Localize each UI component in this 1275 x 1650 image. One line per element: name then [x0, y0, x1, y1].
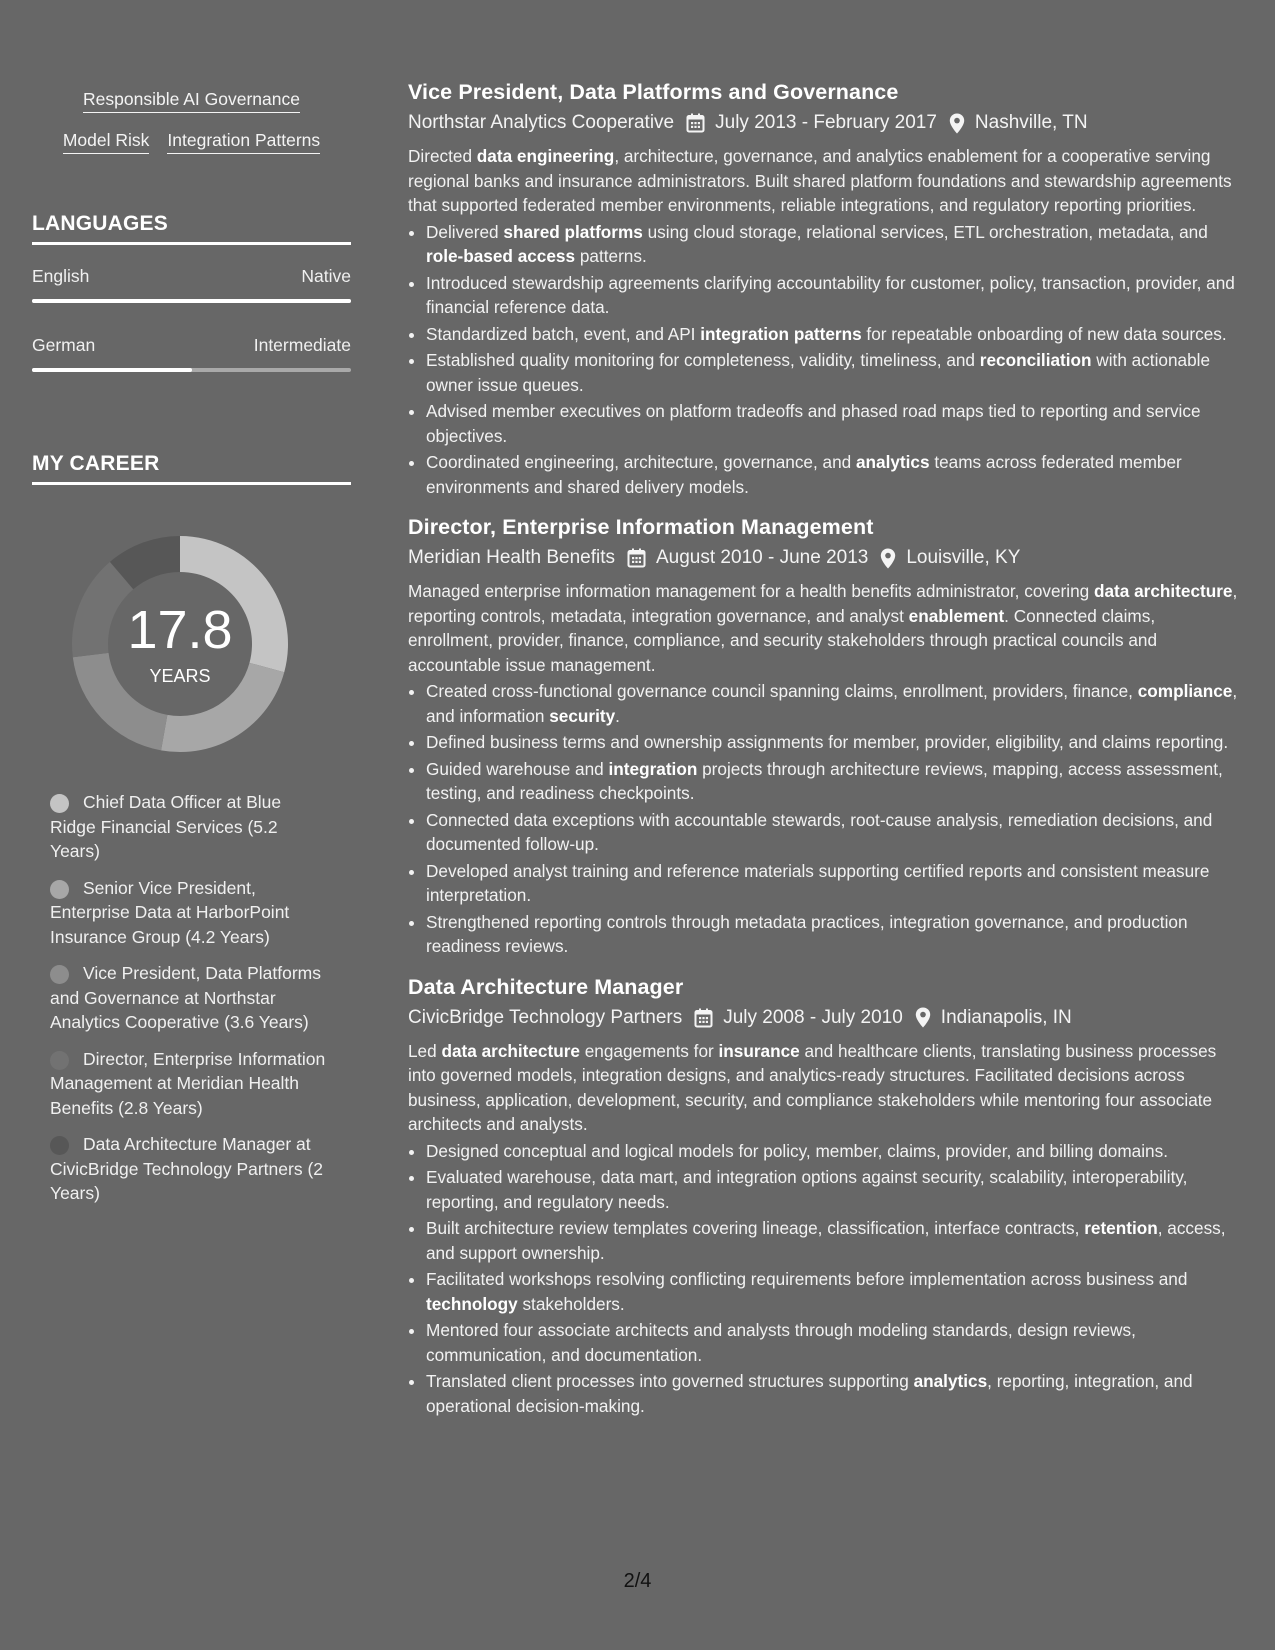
text-run: for repeatable onboarding of new data sources. — [861, 323, 1227, 344]
text-run: Strengthened reporting controls through metadata practices, integration governance, and production readiness reviews. — [426, 911, 1188, 956]
text-run: Led — [408, 1040, 442, 1061]
job-bullet — [426, 322, 1238, 347]
job-location: Indianapolis, IN — [940, 1006, 1072, 1028]
text-run: Created cross-functional governance council spanning claims, enrollment, providers, finance, — [426, 681, 1138, 701]
job-bullets — [408, 679, 1238, 959]
highlight-text: integration patterns — [700, 323, 862, 344]
career-donut-chart — [66, 530, 294, 758]
text-run: , and information — [426, 681, 1238, 726]
career-legend-item — [50, 790, 330, 864]
company-name: Meridian Health Benefits — [408, 547, 615, 568]
language-name: German — [32, 335, 96, 355]
career-legend-label: Chief Data Officer at Blue Ridge Financial Services (5.2 Years) — [50, 792, 282, 861]
text-run: Mentored four associate architects and analysts through modeling standards, design reviews, communication, and documentation. — [426, 1320, 1136, 1365]
language-level-bar — [32, 299, 351, 303]
highlight-text: compliance — [1137, 681, 1233, 701]
highlight-text: integration — [608, 758, 698, 779]
language-level: Intermediate — [253, 335, 351, 355]
language-name: English — [32, 266, 90, 286]
career-legend-label: Vice President, Data Platforms and Governance at Northstar Analytics Cooperative (3.6 Years) — [50, 963, 321, 1032]
skill-tag: Integration Patterns — [167, 129, 320, 154]
career-legend-label: Director, Enterprise Information Management at Meridian Health Benefits (2.8 Years) — [50, 1048, 326, 1118]
job-entry — [408, 973, 1238, 1419]
text-run: teams across federated member environments and shared delivery models. — [426, 452, 1182, 497]
calendar-icon — [694, 1008, 713, 1028]
tag-row — [32, 88, 351, 113]
map-pin-icon — [915, 1007, 931, 1028]
text-run: with actionable owner issue queues. — [426, 350, 1211, 395]
highlight-text: analytics — [855, 452, 930, 472]
experience-section — [408, 78, 1238, 1432]
career-heading: MY CAREER — [32, 452, 351, 485]
job-title: Data Architecture Manager — [408, 974, 684, 999]
highlight-text: reconciliation — [979, 350, 1092, 370]
text-run: and healthcare clients, translating business processes into governed models, integration designs, and analytics-ready structures. Facilitated decisions across business, application, development, security, and compliance stakeholders while mentoring four associate architects and analysts. — [408, 1040, 1217, 1134]
language-level-bar — [32, 368, 351, 372]
job-meta — [408, 545, 1238, 571]
highlight-text: data engineering — [476, 146, 615, 166]
job-entry — [408, 513, 1238, 959]
language-level: Native — [301, 266, 351, 286]
job-dates: July 2013 - February 2017 — [715, 112, 937, 133]
text-run: Advised member executives on platform tradeoffs and phased road maps tied to reporting and service objectives. — [426, 401, 1201, 446]
career-legend-item — [50, 1132, 330, 1206]
legend-dot-icon — [50, 1136, 69, 1155]
highlight-text: data architecture — [441, 1040, 580, 1061]
job-bullet — [426, 910, 1238, 959]
career-legend — [50, 790, 330, 1218]
job-description — [408, 579, 1238, 677]
job-description — [408, 1039, 1238, 1137]
highlight-text: shared platforms — [503, 221, 643, 242]
text-run: Introduced stewardship agreements clarifying accountability for customer, policy, transaction, provider, and financial reference data. — [426, 272, 1235, 317]
job-bullet — [426, 1216, 1238, 1265]
tag-row — [32, 129, 351, 154]
job-bullet — [426, 859, 1238, 908]
language-english — [32, 266, 351, 303]
language-level-fill — [32, 299, 351, 303]
job-title: Vice President, Data Platforms and Governance — [408, 80, 899, 104]
map-pin-icon — [949, 113, 965, 134]
job-meta — [408, 110, 1238, 136]
career-legend-item — [50, 961, 330, 1035]
legend-dot-icon — [50, 1051, 69, 1070]
text-run: , reporting controls, metadata, integration governance, and analyst — [408, 581, 1238, 626]
job-bullet — [426, 220, 1238, 269]
job-bullet — [426, 1165, 1238, 1214]
text-run: Guided warehouse and — [426, 758, 609, 779]
text-run: Managed enterprise information management for a health benefits administrator, covering — [408, 581, 1094, 601]
highlight-text: security — [549, 705, 616, 726]
text-run: . — [615, 705, 620, 726]
job-bullet — [426, 348, 1238, 397]
job-dates: August 2010 - June 2013 — [656, 547, 869, 568]
highlight-text: data architecture — [1093, 581, 1233, 601]
text-run: . Connected claims, enrollment, provider, finance, compliance, and security stakeholders through practical councils and accountable issue management. — [408, 605, 1158, 675]
text-run: , architecture, governance, and analytics enablement for a cooperative serving regional banks and insurance administrators. Built shared platform foundations and stewardship agreements that supported federated member environments, reliable integrations, and regulatory reporting priorities. — [408, 146, 1232, 215]
text-run: Standardized batch, event, and API — [426, 323, 701, 344]
job-bullet — [426, 399, 1238, 448]
highlight-text: role-based access — [426, 246, 576, 266]
job-bullet — [426, 679, 1238, 728]
job-bullet — [426, 1369, 1238, 1418]
skill-tags — [32, 88, 351, 170]
job-description — [408, 144, 1238, 218]
text-run: Designed conceptual and logical models for policy, member, claims, provider, and billing domains. — [426, 1140, 1168, 1161]
map-pin-icon — [880, 548, 896, 569]
job-bullet — [426, 1318, 1238, 1367]
job-bullets — [408, 220, 1238, 500]
career-total-unit: YEARS — [149, 666, 211, 686]
page-number: 2/4 — [623, 1570, 652, 1592]
job-location: Nashville, TN — [974, 112, 1088, 133]
career-legend-label: Data Architecture Manager at CivicBridge Technology Partners (2 Years) — [50, 1134, 324, 1203]
job-bullet — [426, 450, 1238, 499]
calendar-icon — [686, 113, 705, 133]
text-run: Facilitated workshops resolving conflicting requirements before implementation across business and — [426, 1269, 1188, 1289]
text-run: Defined business terms and ownership assignments for member, provider, eligibility, and claims reporting. — [426, 732, 1229, 752]
job-bullet — [426, 1267, 1238, 1316]
text-run: Built architecture review templates covering lineage, classification, interface contracts, — [426, 1218, 1085, 1238]
highlight-text: technology — [426, 1293, 518, 1314]
job-bullet — [426, 730, 1238, 755]
job-meta — [408, 1005, 1238, 1031]
text-run: Evaluated warehouse, data mart, and integration options against security, scalability, interoperability, reporting, and regulatory needs. — [426, 1167, 1188, 1212]
text-run: Delivered — [426, 221, 504, 242]
text-run: engagements for — [579, 1040, 719, 1061]
career-legend-label: Senior Vice President, Enterprise Data at HarborPoint Insurance Group (4.2 Years) — [50, 877, 290, 947]
legend-dot-icon — [50, 794, 69, 813]
job-bullet — [426, 1139, 1238, 1164]
text-run: Established quality monitoring for completeness, validity, timeliness, and — [426, 350, 980, 370]
text-run: patterns. — [575, 246, 647, 266]
legend-dot-icon — [50, 880, 69, 899]
job-dates: July 2008 - July 2010 — [723, 1006, 903, 1028]
career-legend-item — [50, 1047, 330, 1121]
legend-dot-icon — [50, 965, 69, 984]
text-run: Translated client processes into governed structures supporting — [426, 1371, 914, 1391]
job-bullets — [408, 1139, 1238, 1419]
skill-tag: Model Risk — [63, 129, 150, 154]
text-run: , reporting, integration, and operational decision-making. — [426, 1371, 1193, 1416]
text-run: Coordinated engineering, architecture, governance, and — [426, 452, 856, 472]
text-run: , access, and support ownership. — [426, 1218, 1226, 1263]
text-run: Developed analyst training and reference materials supporting certified reports and consistent measure interpretation. — [426, 860, 1210, 905]
text-run: stakeholders. — [517, 1293, 625, 1314]
calendar-icon — [627, 548, 646, 568]
job-bullet — [426, 808, 1238, 857]
text-run: Directed — [408, 146, 477, 166]
career-total-years: 17.8 — [127, 600, 233, 660]
text-run: projects through architecture reviews, mapping, access assessment, testing, and readiness checkpoints. — [426, 758, 1223, 803]
job-location: Louisville, KY — [906, 547, 1021, 568]
text-run: using cloud storage, relational services, ETL orchestration, metadata, and — [642, 221, 1208, 242]
languages-heading: LANGUAGES — [32, 212, 351, 245]
highlight-text: enablement — [908, 605, 1005, 626]
company-name: Northstar Analytics Cooperative — [408, 112, 675, 133]
skill-tag: Responsible AI Governance — [83, 88, 300, 113]
highlight-text: retention — [1084, 1218, 1158, 1238]
job-bullet — [426, 271, 1238, 320]
text-run: Connected data exceptions with accountable stewards, root-cause analysis, remediation decisions, and documented follow-up. — [426, 809, 1213, 854]
language-german — [32, 335, 351, 372]
job-entry — [408, 78, 1238, 499]
highlight-text: insurance — [718, 1040, 800, 1061]
highlight-text: analytics — [913, 1371, 988, 1391]
job-title: Director, Enterprise Information Management — [408, 515, 874, 539]
language-level-fill — [32, 368, 192, 372]
job-bullet — [426, 757, 1238, 806]
company-name: CivicBridge Technology Partners — [408, 1006, 683, 1028]
career-legend-item — [50, 876, 330, 950]
